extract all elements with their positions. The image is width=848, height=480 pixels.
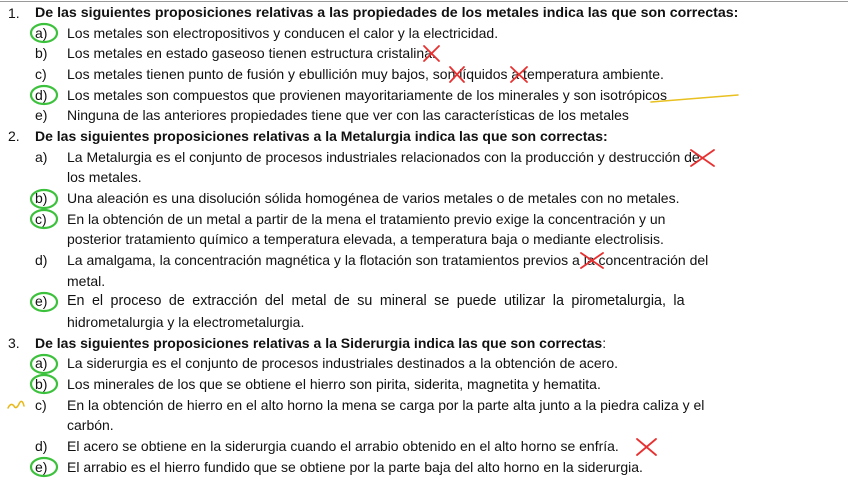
option-text: En la obtención de hierro en el alto horno la mena se carga por la parte alta junto a la piedra caliza y el [67,397,705,413]
option-text: En la obtención de un metal a partir de la mena el tratamiento previo exige la concentración y un [67,211,666,227]
option-text: En el proceso de extracción del metal de su mineral se puede utilizar la pirometalurgia, la [67,293,685,309]
question-number: 2. [8,128,20,144]
option-text-continued: metal. [67,273,106,289]
option-letter: a) [35,355,48,371]
question-text [35,333,606,353]
option-text-continued: carbón. [67,417,114,433]
option-text: Una aleación es una disolución sólida homogénea de varios metales o de metales con no metales. [67,190,680,206]
option-letter: b) [35,190,48,206]
option-letter: c) [35,66,47,82]
option-letter: e) [35,293,48,309]
option-text: La amalgama, la concentración magnética y la flotación son tratamientos previos a la concentración del [67,252,709,268]
option-text: Los minerales de los que se obtiene el hierro son pirita, siderita, magnetita y hematita. [67,376,601,392]
question-text: De las siguientes proposiciones relativas a la Metalurgia indica las que son correctas: [35,128,608,144]
question-number: 3. [8,335,20,351]
option-text-continued: posterior tratamiento químico a temperatura elevada, a temperatura baja o mediante electrolisis. [67,231,664,247]
option-text: La siderurgia es el conjunto de procesos industriales destinados a la obtención de acero. [67,355,619,371]
option-text: Los metales son electropositivos y conducen el calor y la electricidad. [67,25,499,41]
option-letter: e) [35,107,48,123]
option-letter: c) [35,211,47,227]
option-text: Los metales en estado gaseoso tienen estructura cristalina. [67,45,436,61]
question-text-main: De las siguientes proposiciones relativas a la Siderurgia indica las que son correctas [35,335,603,351]
option-letter: e) [35,459,48,475]
question-text-colon: : [602,335,607,351]
option-text: El acero se obtiene en la siderurgia cuando el arrabio obtenido en el alto horno se enfría. [67,438,619,454]
option-letter: a) [35,149,48,165]
option-text-continued: los metales. [67,169,142,185]
option-text: Ninguna de las anteriores propiedades tiene que ver con las características de los metales [67,107,629,123]
question-text: De las siguientes proposiciones relativas a las propiedades de los metales indica las que son correctas: [35,5,739,21]
option-text: El arrabio es el hierro fundido que se obtiene por la parte baja del alto horno en la siderurgia. [67,459,643,475]
option-text: Los metales tienen punto de fusión y ebullición muy bajos, son líquidos a temperatura ambiente. [67,66,664,82]
option-letter: d) [35,87,48,103]
option-letter: a) [35,25,48,41]
option-letter: b) [35,45,48,61]
option-letter: d) [35,252,48,268]
option-letter: b) [35,376,48,392]
option-text: La Metalurgia es el conjunto de procesos industriales relacionados con la producción y destrucción de [67,149,700,165]
question-number: 1. [8,5,20,21]
option-letter: d) [35,438,48,454]
option-text: Los metales son compuestos que provienen mayoritariamente de los minerales y son isotrópicos [67,87,667,103]
option-text-continued: hidrometalurgia y la electrometalurgia. [67,314,305,330]
option-letter: c) [35,397,47,413]
